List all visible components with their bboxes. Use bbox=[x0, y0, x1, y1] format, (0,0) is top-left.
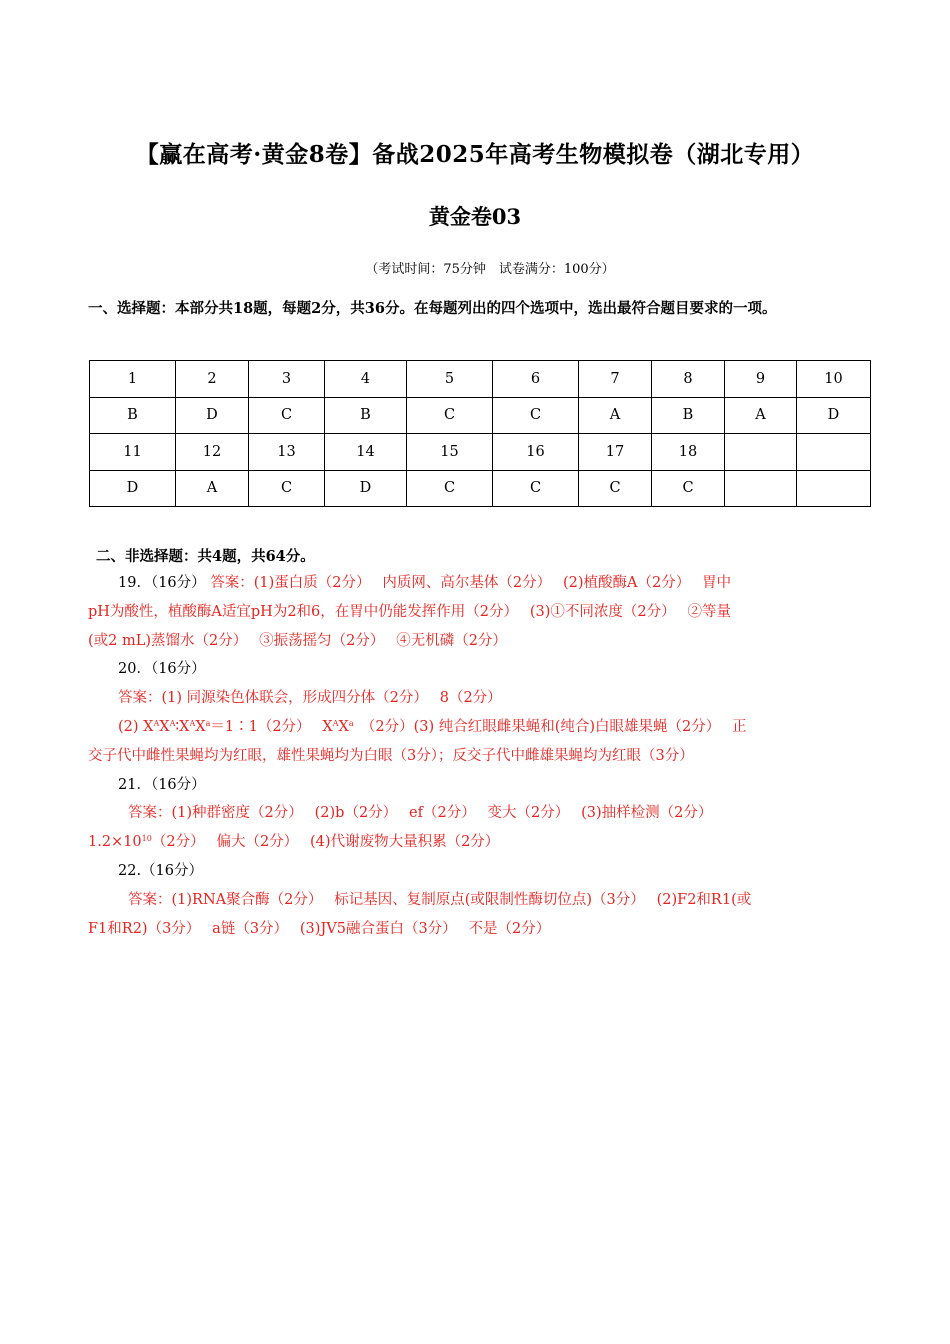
q20-answer-line2: (2) $X^AX^A∶X^AX^a=1∶1(2$分） $X^AX^a$ （2分）(3) 纯合红眼雌果蝇和(纯合)白眼雄果蝇（2分） 正 bbox=[118, 718, 747, 735]
q19-answer-line2: pH为酸性，植酸酶A适宜pH为2和6，在胃中仍能发挥作用（2分） (3)①不同浓度（2分） ②等量 bbox=[88, 603, 731, 620]
table-cell: 11 bbox=[90, 434, 176, 471]
table-cell: D bbox=[797, 397, 871, 434]
table-row bbox=[90, 470, 871, 507]
q22-number: 22.（16分） bbox=[118, 862, 204, 879]
q19-answer-line3: (或2 mL)蒸馏水（2分） ③振荡摇匀（2分） ④无机磷（2分） bbox=[88, 632, 507, 649]
table-cell: D bbox=[90, 470, 176, 507]
table-cell: 17 bbox=[579, 434, 652, 471]
table-row bbox=[90, 397, 871, 434]
table-cell: C bbox=[407, 470, 493, 507]
table-cell: C bbox=[407, 397, 493, 434]
table-cell: B bbox=[325, 397, 407, 434]
q20-answer-line1: 答案：(1) 同源染色体联会，形成四分体（2分） 8（2分） bbox=[118, 690, 502, 707]
table-cell: 8 bbox=[652, 361, 725, 398]
paper-subtitle: 黄金卷03 bbox=[428, 204, 522, 229]
exam-info: （考试时间：75分钟 试卷满分：100分） bbox=[365, 262, 615, 277]
table-cell: C bbox=[249, 397, 325, 434]
table-cell: A bbox=[725, 397, 797, 434]
answers-body bbox=[88, 569, 864, 943]
table-row bbox=[90, 361, 871, 398]
table-cell: C bbox=[249, 470, 325, 507]
table-cell: 4 bbox=[325, 361, 407, 398]
table-cell: C bbox=[652, 470, 725, 507]
q19-line1 bbox=[88, 569, 864, 598]
table-cell: D bbox=[176, 397, 249, 434]
page-title: 【赢在高考·黄金8卷】备战2025年高考生物模拟卷（湖北专用） bbox=[135, 141, 815, 168]
table-cell: 1 bbox=[90, 361, 176, 398]
table-cell: 12 bbox=[176, 434, 249, 471]
q21-number: 21．（16分） bbox=[118, 776, 206, 793]
table-cell: C bbox=[579, 470, 652, 507]
table-cell: A bbox=[176, 470, 249, 507]
table-cell: A bbox=[579, 397, 652, 434]
q19-answer-line1: 答案：(1)蛋白质（2分） 内质网、高尔基体（2分） (2)植酸酶A（2分） 胃中 bbox=[210, 575, 732, 591]
q22-answer-line1: 答案：(1)RNA聚合酶（2分） 标记基因、复制原点(或限制性酶切位点)（3分） (2)F2和R1(或 bbox=[128, 891, 752, 908]
table-cell: 9 bbox=[725, 361, 797, 398]
section2-heading: 二、非选择题：共4题，共64分。 bbox=[96, 548, 315, 565]
table-cell: 3 bbox=[249, 361, 325, 398]
table-cell bbox=[797, 434, 871, 471]
table-cell: 13 bbox=[249, 434, 325, 471]
table-cell: B bbox=[652, 397, 725, 434]
q21-answer-line2: $1.2\times 10^{10}(2$分） 偏大（2分） (4)代谢废物大量积累（2分） bbox=[88, 834, 500, 851]
table-cell: 15 bbox=[407, 434, 493, 471]
q21-answer-line1: 答案：(1)种群密度（2分） (2)b（2分） ef（2分） 变大（2分） (3)抽样检测（2分） bbox=[128, 805, 713, 822]
table-cell bbox=[725, 434, 797, 471]
table-cell bbox=[797, 470, 871, 507]
table-cell: 16 bbox=[493, 434, 579, 471]
q20-number: 20．（16分） bbox=[118, 661, 206, 678]
answer-table bbox=[89, 360, 871, 507]
table-cell: D bbox=[325, 470, 407, 507]
table-cell: 10 bbox=[797, 361, 871, 398]
q20-answer-line3: 交子代中雌性果蝇均为红眼，雄性果蝇均为白眼（3分）；反交子代中雌雄果蝇均为红眼（3分） bbox=[88, 747, 694, 764]
q19-number: 19．（16分） bbox=[118, 575, 206, 591]
table-cell: C bbox=[493, 397, 579, 434]
table-cell: 6 bbox=[493, 361, 579, 398]
table-cell: 2 bbox=[176, 361, 249, 398]
table-cell: C bbox=[493, 470, 579, 507]
table-cell: 7 bbox=[579, 361, 652, 398]
table-cell bbox=[725, 470, 797, 507]
section1-heading: 一、选择题：本部分共18题，每题2分，共36分。在每题列出的四个选项中，选出最符合题目要求的一项。 bbox=[88, 300, 777, 317]
table-cell: 18 bbox=[652, 434, 725, 471]
table-cell: B bbox=[90, 397, 176, 434]
q22-answer-line2: F1和R2)（3分） a链（3分） (3)JV5融合蛋白（3分） 不是（2分） bbox=[88, 920, 551, 937]
table-cell: 5 bbox=[407, 361, 493, 398]
table-cell: 14 bbox=[325, 434, 407, 471]
table-row bbox=[90, 434, 871, 471]
